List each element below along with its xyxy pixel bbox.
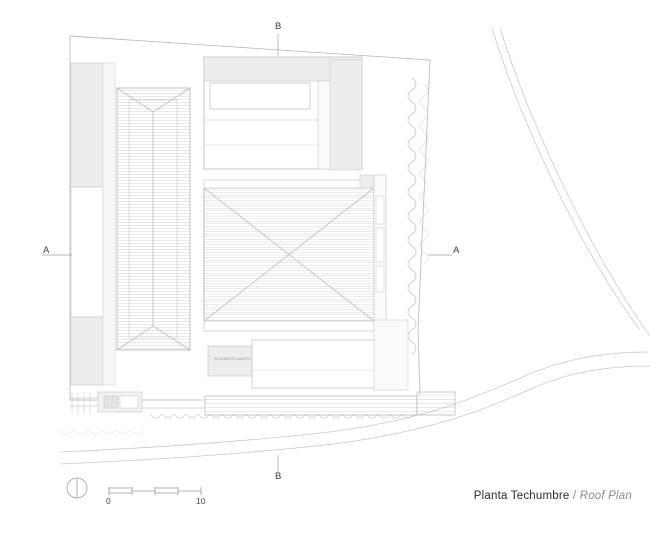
- north-arrow-circle: [67, 478, 87, 498]
- title-spanish: Planta Techumbre: [473, 490, 570, 502]
- section-mark-right-a: A: [453, 245, 460, 256]
- scale-bar: [65, 476, 225, 506]
- section-mark-top-b: B: [275, 21, 282, 32]
- adjacent-buildings: [71, 63, 115, 385]
- section-mark-bottom-b: B: [275, 471, 282, 482]
- ground-scallops: [60, 414, 414, 434]
- title-block: [474, 490, 632, 502]
- bottom-deck-strip: [205, 392, 455, 415]
- long-hatched-roof: [117, 88, 190, 350]
- section-mark-left-a: A: [43, 245, 50, 256]
- central-hatched-roof: [204, 175, 386, 331]
- title-english: Roof Plan: [579, 490, 632, 502]
- scale-end-label: 10: [196, 496, 206, 506]
- lower-left-structures: [70, 392, 205, 414]
- title-separator: /: [572, 490, 577, 502]
- roof-note-box: [208, 346, 252, 376]
- upper-roof-block: [204, 57, 362, 170]
- scale-start-label: 0: [106, 496, 111, 506]
- roof-note-text: TECHUMBRE CUBIERTA: [213, 357, 251, 361]
- vegetation-edge: [408, 78, 428, 354]
